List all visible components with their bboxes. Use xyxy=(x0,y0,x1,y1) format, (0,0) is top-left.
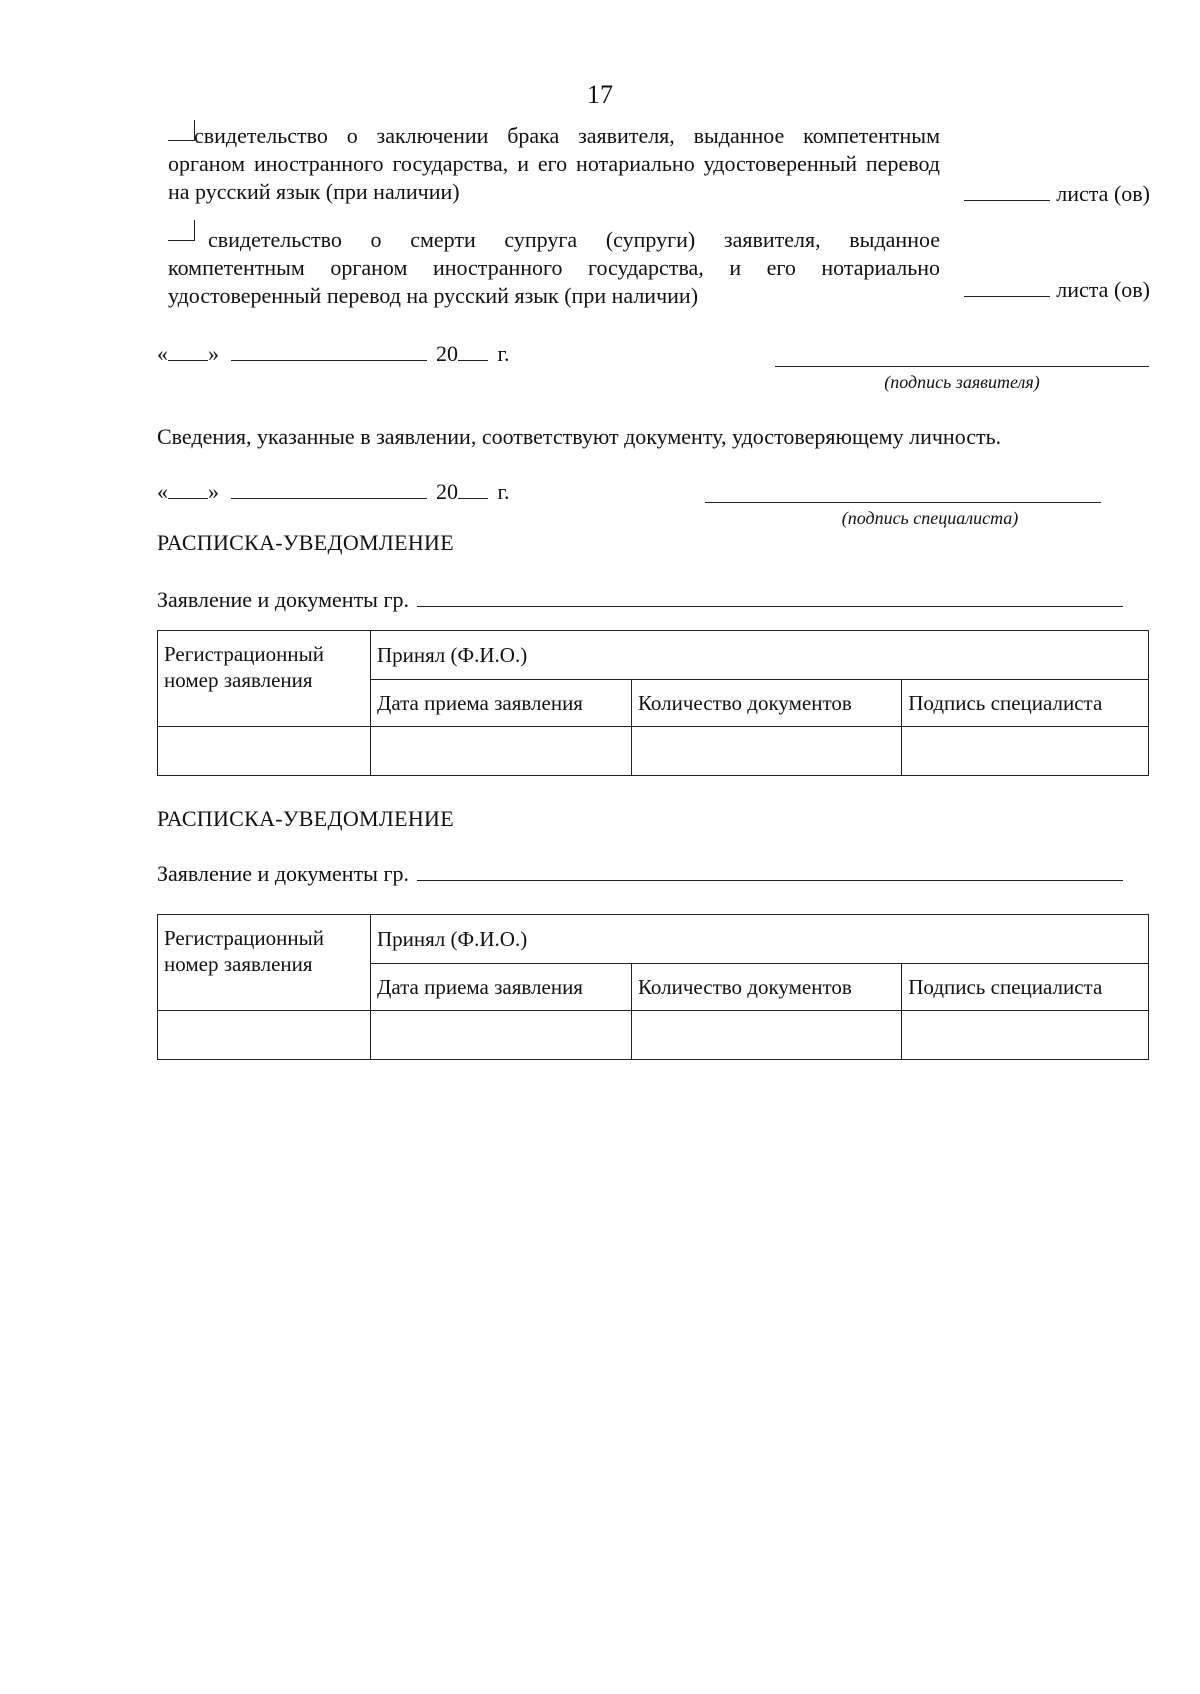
day-blank[interactable] xyxy=(168,340,208,361)
date-cell[interactable] xyxy=(371,727,632,776)
open-quote: « xyxy=(157,341,168,366)
reg-number-header: Регистрационный номер заявления xyxy=(158,915,371,1011)
year-prefix: 20 xyxy=(436,341,458,366)
applicant-label: Заявление и документы гр. xyxy=(157,861,409,886)
signature-header: Подпись специалиста xyxy=(902,964,1149,1011)
count-header: Количество документов xyxy=(631,964,901,1011)
signature-cell[interactable] xyxy=(902,727,1149,776)
receipt-title: РАСПИСКА-УВЕДОМЛЕНИЕ xyxy=(157,530,454,555)
accepted-by-header: Принял (Ф.И.О.) xyxy=(371,631,1149,680)
sheets-label: листа (ов) xyxy=(1056,181,1150,206)
specialist-signature-line[interactable] xyxy=(705,502,1101,503)
sheets-count-blank[interactable] xyxy=(964,276,1050,297)
specialist-date xyxy=(157,478,510,505)
close-quote: » xyxy=(208,479,219,504)
count-cell[interactable] xyxy=(631,1011,901,1060)
sheets-label: листа (ов) xyxy=(1056,277,1150,302)
count-cell[interactable] xyxy=(631,727,901,776)
death-certificate-sheets xyxy=(950,276,1150,303)
year-prefix: 20 xyxy=(436,479,458,504)
applicant-name-blank[interactable] xyxy=(417,860,1123,881)
reg-number-header: Регистрационный номер заявления xyxy=(158,631,371,727)
marriage-certificate-sheets xyxy=(950,180,1150,207)
applicant-date xyxy=(157,340,510,367)
date-header: Дата приема заявления xyxy=(371,964,632,1011)
receipt-title: РАСПИСКА-УВЕДОМЛЕНИЕ xyxy=(157,806,454,831)
accepted-by-header: Принял (Ф.И.О.) xyxy=(371,915,1149,964)
sheets-count-blank[interactable] xyxy=(964,180,1050,201)
date-header: Дата приема заявления xyxy=(371,680,632,727)
month-blank[interactable] xyxy=(231,340,427,361)
receipt-table xyxy=(157,914,1149,1060)
year-suffix: г. xyxy=(497,479,510,504)
signature-header: Подпись специалиста xyxy=(902,680,1149,727)
date-cell[interactable] xyxy=(371,1011,632,1060)
page-number: 17 xyxy=(587,80,613,109)
day-blank[interactable] xyxy=(168,478,208,499)
applicant-signature-caption: (подпись заявителя) xyxy=(884,372,1040,392)
month-blank[interactable] xyxy=(231,478,427,499)
receipt-table xyxy=(157,630,1149,776)
verification-statement: Сведения, указанные в заявлении, соответствуют документу, удостоверяющему личность. xyxy=(157,424,1002,449)
year-blank[interactable] xyxy=(458,340,488,361)
reg-number-cell[interactable] xyxy=(158,1011,371,1060)
death-certificate-text: свидетельство о смерти супруга (супруги) заявителя, выданное компетентным органом иностранного государства, и его нотариально удостоверенный перевод на русский язык (при наличии) xyxy=(168,227,940,308)
applicant-signature-line[interactable] xyxy=(775,366,1149,367)
applicant-label: Заявление и документы гр. xyxy=(157,587,409,612)
applicant-name-blank[interactable] xyxy=(417,586,1123,607)
signature-cell[interactable] xyxy=(902,1011,1149,1060)
specialist-signature-caption: (подпись специалиста) xyxy=(841,508,1019,528)
receipt-applicant xyxy=(157,586,1123,613)
count-header: Количество документов xyxy=(631,680,901,727)
year-blank[interactable] xyxy=(458,478,488,499)
marriage-certificate-text: свидетельство о заключении брака заявителя, выданное компетентным органом иностранного государства, и его нотариально удостоверенный перевод на русский язык (при наличии) xyxy=(168,123,940,204)
reg-number-cell[interactable] xyxy=(158,727,371,776)
close-quote: » xyxy=(208,341,219,366)
open-quote: « xyxy=(157,479,168,504)
receipt-applicant xyxy=(157,860,1123,887)
year-suffix: г. xyxy=(497,341,510,366)
